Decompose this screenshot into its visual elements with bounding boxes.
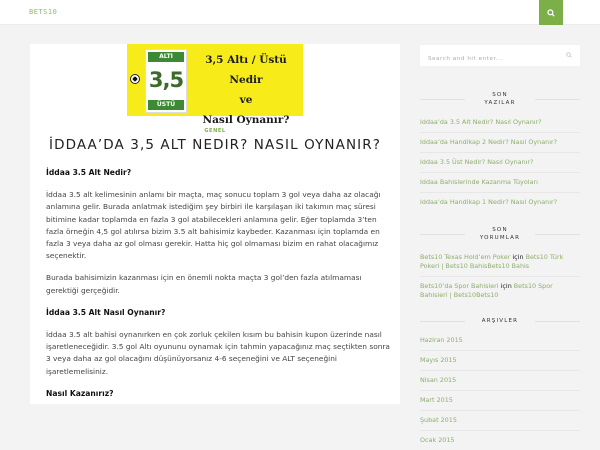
archives-list	[420, 331, 580, 450]
paragraph: İddaa 3.5 alt kelimesinin anlamı bir maçta, maç sonucu toplam 3 gol veya daha az olacağı anlamına gelir. Burada anlatmak istediğim şey birbiri ile karşılaşan iki takımın maç süresi bitimine kadar toplamda en fazla 3 gol atabilecekleri anlamına gelir. Eğer toplamda 3’ten fazla örneğin 4,5 gol atılırsa bizim 3.5 alt bahisimiz kaybeder. Kazanması için toplamda en fazla 3 veya daha az gol olması gerekir. Hatta hiç gol olmaması bizim en rahat olacağımız seçenektir.	[46, 190, 381, 261]
comment-for-label: için	[512, 253, 524, 261]
sidebar-search-input[interactable]	[420, 49, 550, 70]
search-icon	[547, 9, 555, 17]
score-box	[145, 49, 187, 113]
recent-posts-title	[420, 91, 580, 107]
section-heading: İddaa 3.5 Alt Nedir?	[46, 168, 132, 177]
banner-line-1: 3,5 Altı / Üstü Nedir	[205, 54, 287, 86]
comment-post-link[interactable]: Bets10 Türk Pokeri | Bets10 BahisBets10 Bahis	[420, 253, 564, 270]
post-content	[46, 167, 391, 410]
recent-post-link[interactable]: Iddaa’da Handikap 2 Nedir? Nasıl Oynanır?	[420, 133, 580, 153]
sidebar-search	[420, 45, 580, 66]
title-line: YAZILAR	[484, 100, 516, 106]
recent-post-link[interactable]: Iddaa 3.5 Üst Nedir? Nasıl Oynanır?	[420, 153, 580, 173]
top-bar	[0, 0, 600, 25]
title-line: SON	[492, 92, 508, 98]
recent-post-link[interactable]: Iddaa’da 3.5 Alt Nedir? Nasıl Oynanır?	[420, 113, 580, 133]
archive-link[interactable]: Nisan 2015	[420, 371, 580, 391]
recent-comments-title	[420, 226, 580, 242]
section-heading: İddaa 3.5 Alt Nasıl Oynanır?	[46, 307, 166, 317]
comment-post-link[interactable]: Bets10 Spor Bahisleri | Bets10Bets10	[420, 282, 553, 299]
ustu-label: ÜSTÜ	[148, 100, 184, 110]
paragraph: Burada bahisimizin kazanması için en önemli nokta maçta 3 gol’den fazla atılmaması gerektiği gerçeğidir.	[46, 273, 362, 295]
paragraph: İddaa 3.5 alt bahisi oynanırken en çok zorluk çekilen kısım bu bahisin kupon üzerinde nasıl işaretleneceğidir. 3.5 gol Altı oyununu oynamak için tahmin yapacağınız maç seçtikten sonra 3 veya daha az gol olacağını düşünüyorsanız 4-6 seçeneğini ve ALT seçeneğini işaretlemelisiniz.	[46, 330, 390, 376]
section-heading: Nasıl Kazanırız?	[46, 388, 114, 398]
banner-text	[191, 50, 301, 130]
comment-author-link[interactable]: Bets10’da Spor Bahisleri	[420, 282, 499, 290]
post-title: İDDAA’DA 3,5 ALT NEDIR? NASIL OYNANIR?	[49, 137, 381, 153]
post-category[interactable]: GENEL	[204, 128, 226, 134]
header-search-button[interactable]	[539, 0, 563, 25]
archives-title	[420, 317, 580, 325]
alti-label: ALTI	[148, 52, 184, 62]
site-logo[interactable]: BETS10	[29, 8, 58, 16]
title-line: YORUMLAR	[479, 235, 521, 241]
recent-post-link[interactable]: Iddaa Bahislerinde Kazanma Tüyoları	[420, 173, 580, 193]
sidebar	[420, 45, 580, 450]
archive-link[interactable]: Mart 2015	[420, 391, 580, 411]
archive-link[interactable]: Şubat 2015	[420, 411, 580, 431]
featured-image[interactable]	[127, 44, 303, 126]
comment-for-label: için	[500, 282, 512, 290]
recent-comments-list	[420, 248, 580, 305]
banner-line-3: Nasıl Oynanır?	[202, 114, 290, 126]
recent-comment	[420, 277, 580, 305]
recent-comment	[420, 248, 580, 277]
archive-link[interactable]: Mayıs 2015	[420, 351, 580, 371]
recent-posts-list	[420, 113, 580, 212]
title-line: ARŞIVLER	[481, 318, 519, 324]
soccer-ball-icon	[130, 74, 140, 84]
comment-author-link[interactable]: Bets10 Texas Hold’em Poker	[420, 253, 511, 261]
archive-link[interactable]: Haziran 2015	[420, 331, 580, 351]
recent-post-link[interactable]: Iddaa’da Handikap 1 Nedir? Nasıl Oynanır?	[420, 198, 557, 206]
title-line: SON	[492, 227, 508, 233]
post-panel	[30, 44, 400, 404]
score-number: 3,5	[148, 68, 184, 92]
archive-link[interactable]: Ocak 2015	[420, 436, 455, 444]
banner-line-2: ve	[239, 94, 253, 106]
search-icon[interactable]	[566, 52, 572, 58]
